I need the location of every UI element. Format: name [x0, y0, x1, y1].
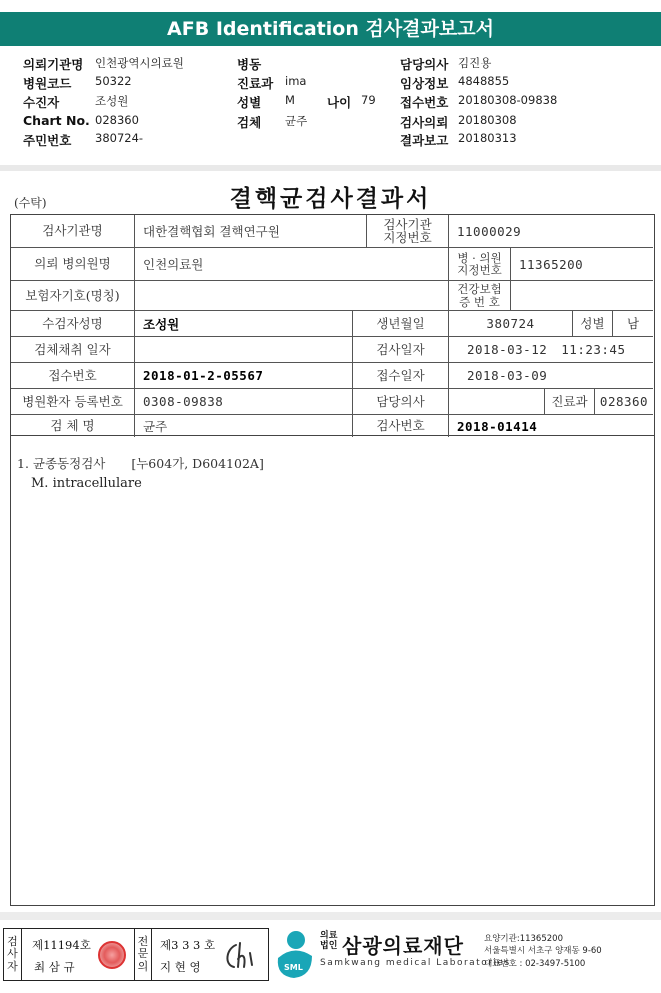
- test-item: [17, 454, 264, 472]
- report-footer: [0, 924, 661, 986]
- specialist-signature-icon: [222, 939, 262, 973]
- logo-text: SML: [284, 963, 303, 972]
- examiner-char: 사: [7, 947, 18, 961]
- test-number-value: 2018-01414: [457, 418, 538, 434]
- lab-id-label: [367, 215, 449, 247]
- patient-value: 조성원: [95, 94, 129, 108]
- specialist-char: 의: [137, 959, 149, 973]
- examinee-sex-label: 성별: [573, 311, 613, 336]
- accession-label: 접수번호: [11, 363, 135, 388]
- footer-divider: [0, 912, 661, 920]
- lab-name-value: 대한결핵협회 결핵연구원: [135, 215, 367, 247]
- dept-value: ima: [285, 74, 307, 88]
- specimen-label: 검체: [237, 115, 262, 130]
- org-name: 삼광의료재단: [342, 934, 464, 958]
- chart-value: 028360: [95, 113, 139, 127]
- receipt-mark: (수탁): [14, 196, 47, 210]
- table-row: [11, 389, 653, 415]
- ward-label: 병동: [237, 57, 262, 72]
- collection-date-value: [135, 337, 353, 362]
- test-item-code: [누604가, D604102A]: [131, 456, 264, 471]
- lab-id-value: 11000029: [457, 223, 522, 239]
- test-item-name: 1. 균종동정검사: [17, 456, 106, 471]
- test-date-label: 검사일자: [353, 337, 449, 362]
- chart-label: Chart No.: [23, 113, 90, 128]
- age-label: 나이: [327, 95, 352, 110]
- age-value: 79: [361, 93, 376, 107]
- hospital-value: 인천광역시의료원: [95, 56, 184, 70]
- report-title: AFB Identification 검사결과보고서: [167, 18, 494, 40]
- org-type: [320, 932, 337, 952]
- clinic-id-label-line1: 병 · 의원: [457, 250, 502, 265]
- attending-label: 담당의사: [353, 389, 449, 414]
- insurer-label: 보험자기호(명칭): [11, 281, 135, 310]
- examiner-seal-icon: [98, 941, 126, 969]
- table-row: [11, 215, 653, 248]
- signature-box: [3, 928, 269, 981]
- table-row: [11, 415, 653, 437]
- attending-value: [449, 389, 545, 414]
- examiner-name: 최 삼 규: [34, 960, 75, 974]
- insurer-value: [135, 281, 449, 310]
- test-date-value: 2018-03-12: [467, 342, 548, 357]
- org-code: 요양기관:11365200: [484, 934, 563, 944]
- doctor-label: 담당의사: [400, 57, 449, 72]
- clinical-label: 임상정보: [400, 76, 449, 91]
- test-time-value: 11:23:45: [561, 342, 626, 357]
- lab-name-label: 검사기관명: [11, 215, 135, 247]
- examinee-name-value: 조성원: [135, 311, 353, 336]
- request-label: 검사의뢰: [400, 115, 449, 130]
- header-divider: [0, 165, 661, 171]
- lab-id-label-line2: 지정번호: [383, 230, 432, 245]
- examinee-name-label: 수검자성명: [11, 311, 135, 336]
- report-label: 결과보고: [400, 133, 449, 148]
- patient-info-header: [0, 52, 661, 164]
- examinee-sex-value: 남: [626, 315, 640, 331]
- table-row: [11, 281, 653, 311]
- specialist-char: 전: [137, 934, 149, 948]
- registration-label: 병원환자 등록번호: [11, 389, 135, 414]
- specialist-license: 제3 3 3 호: [160, 938, 216, 952]
- receipt-value: 20180308-09838: [458, 93, 558, 107]
- clinic-id-value: 11365200: [519, 256, 584, 272]
- test-number-label: 검사번호: [353, 415, 449, 437]
- table-row: [11, 248, 653, 281]
- examiner-license: 제11194호: [32, 938, 91, 952]
- request-value: 20180308: [458, 113, 517, 127]
- clinical-value: 4848855: [458, 74, 510, 88]
- doc-dept-label: 진료과: [545, 389, 595, 414]
- clinic-id-label-line2: 지정번호: [457, 263, 502, 277]
- examiner-char: 자: [7, 959, 18, 973]
- org-contact: [484, 933, 602, 970]
- hospital-label: 의뢰기관명: [23, 57, 84, 72]
- lab-id-label-line1: 검사기관: [383, 216, 432, 232]
- specialist-char: 문: [137, 947, 149, 961]
- clinic-value: 인천의료원: [135, 248, 449, 280]
- doctor-value: 김진용: [458, 56, 492, 70]
- code-label: 병원코드: [23, 76, 72, 91]
- specimen-name-label: 검 체 명: [11, 415, 135, 437]
- clinic-id-label: [449, 248, 511, 280]
- specimen-name-value: 균주: [135, 415, 353, 437]
- examiner-char: 검: [7, 934, 18, 948]
- document-title: 결핵균검사결과서: [229, 185, 432, 212]
- table-row: [11, 311, 653, 337]
- identified-organism: M. intracellulare: [31, 476, 142, 491]
- result-table: [10, 214, 655, 436]
- test-date-cell: [449, 337, 653, 362]
- dob-label: 생년월일: [353, 311, 449, 336]
- sex-value: M: [285, 93, 295, 107]
- code-value: 50322: [95, 74, 132, 88]
- ssn-value: 380724-: [95, 131, 144, 145]
- org-type-line1: 의료: [320, 931, 338, 941]
- result-body: [10, 436, 655, 906]
- sml-logo-icon: [272, 928, 316, 980]
- insurance-id-value: [511, 281, 653, 310]
- org-type-line2: 법인: [320, 940, 338, 951]
- dob-value: 380724: [449, 311, 573, 336]
- specialist-vertical-label: [134, 929, 152, 980]
- sex-label: 성별: [237, 95, 262, 110]
- accept-date-value: 2018-03-09: [467, 368, 548, 383]
- insurance-id-label-line2: 증 번 호: [459, 294, 500, 309]
- report-value: 20180313: [458, 131, 517, 145]
- specialist-name: 지 현 영: [160, 960, 201, 974]
- org-address: 서울특별시 서초구 양재동 9-60: [484, 946, 602, 957]
- org-english-name: Samkwang medical Laboratories: [320, 958, 511, 968]
- accept-date-label: 접수일자: [353, 363, 449, 388]
- collection-date-label: 검체채취 일자: [11, 337, 135, 362]
- receipt-label: 접수번호: [400, 95, 449, 110]
- doc-dept-value: 028360: [599, 393, 649, 409]
- specimen-value: 균주: [285, 114, 308, 128]
- insurance-id-label: [449, 281, 511, 310]
- tb-test-result-document: [0, 172, 661, 912]
- patient-label: 수진자: [23, 95, 60, 110]
- insurance-id-label-line1: 건강보험: [457, 282, 502, 297]
- report-title-banner: [0, 12, 661, 46]
- registration-value: 0308-09838: [135, 389, 353, 414]
- examiner-vertical-label: [4, 929, 22, 980]
- table-row: [11, 337, 653, 363]
- accession-value: 2018-01-2-05567: [135, 363, 353, 388]
- dept-label: 진료과: [237, 76, 274, 91]
- org-phone: 대표번호 : 02-3497-5100: [484, 958, 586, 969]
- table-row: [11, 363, 653, 389]
- ssn-label: 주민번호: [23, 133, 72, 148]
- clinic-label: 의뢰 병의원명: [11, 248, 135, 280]
